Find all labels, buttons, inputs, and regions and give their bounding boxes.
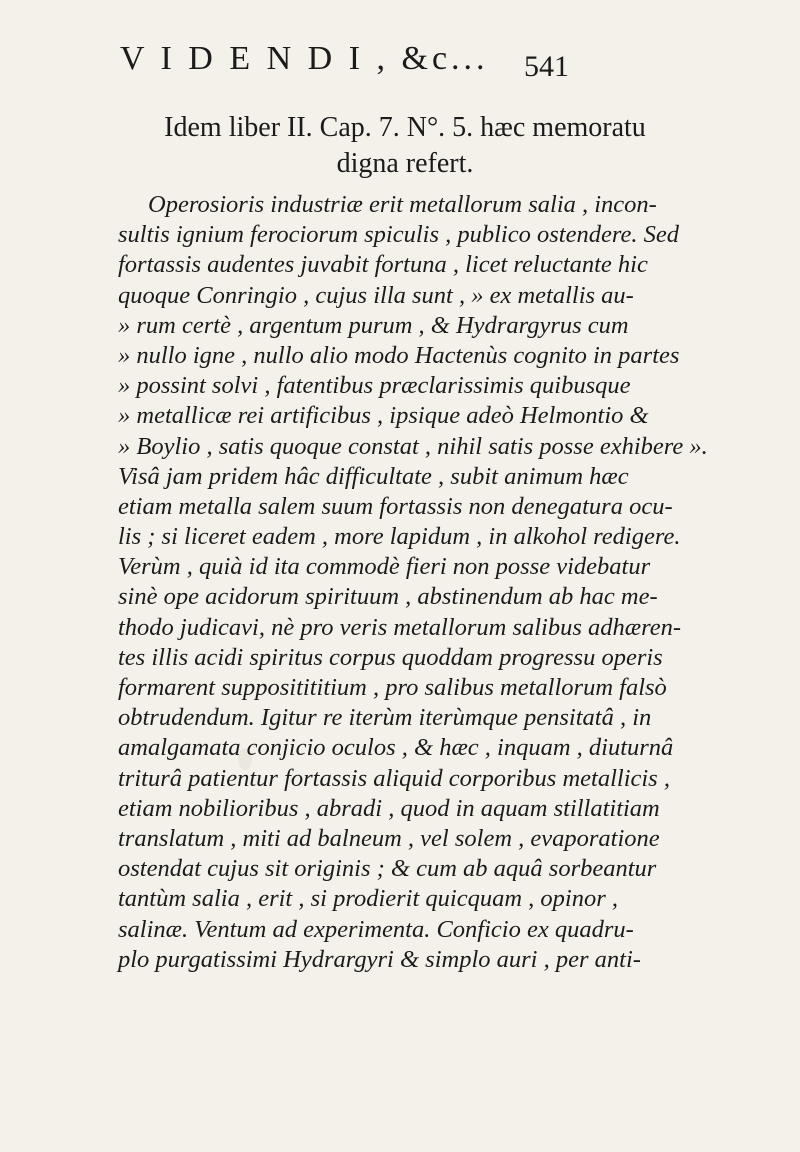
intro-paragraph: [70, 110, 740, 182]
text-line: triturâ patientur fortassis aliquid corporibus metallicis ,: [118, 764, 670, 792]
text-line: » possint solvi , fatentibus præclarissimis quibusque: [118, 372, 631, 400]
text-line: translatum , miti ad balneum , vel solem , evaporatione: [118, 824, 660, 852]
text-line: etiam nobilioribus , abradi , quod in aquam stillatitiam: [118, 794, 660, 822]
text-line: obtrudendum. Igitur re iterùm iterùmque pensitatâ , in: [118, 704, 652, 732]
text-line: sultis ignium ferociorum spiculis , publico ostendere. Sed: [118, 221, 679, 249]
text-line: Visâ jam pridem hâc difficultate , subit animum hæc: [118, 462, 629, 490]
text-line: thodo judicavi, nè pro veris metallorum salibus adhæren-: [118, 613, 681, 641]
text-line: lis ; si liceret eadem , more lapidum , in alkohol redigere.: [118, 523, 681, 551]
text-line: amalgamata conjicio oculos , & hæc , inquam , diuturnâ: [118, 734, 674, 762]
text-line: tantùm salia , erit , si prodierit quicquam , opinor ,: [118, 885, 618, 913]
text-line: salinæ. Ventum ad experimenta. Conficio ex quadru-: [118, 915, 634, 943]
text-line: plo purgatissimi Hydrargyri & simplo auri , per anti-: [118, 945, 641, 973]
text-line: tes illis acidi spiritus corpus quoddam progressu operis: [118, 643, 663, 671]
body-text: [118, 190, 758, 975]
text-line: » Boylio , satis quoque constat , nihil satis posse exhibere ».: [118, 432, 708, 460]
text-line: fortassis audentes juvabit fortuna , licet reluctante hic: [118, 251, 648, 279]
text-line: sinè ope acidorum spirituum , abstinendum ab hac me-: [118, 583, 658, 611]
page-number: 541: [524, 50, 569, 83]
text-line: Verùm , quià id ita commodè fieri non posse videbatur: [118, 553, 651, 581]
text-line: » metallicæ rei artificibus , ipsique adeò Helmontio &: [118, 402, 649, 430]
text-line: quoque Conringio , cujus illa sunt , » ex metallis au-: [118, 281, 634, 309]
running-head: [120, 40, 720, 90]
text-line: » rum certè , argentum purum , & Hydrargyrus cum: [118, 311, 629, 339]
text-line: » nullo igne , nullo alio modo Hactenùs cognito in partes: [118, 341, 680, 369]
text-line: Operosioris industriæ erit metallorum salia , incon-: [148, 191, 657, 218]
text-line: formarent suppositititium , pro salibus metallorum falsò: [118, 674, 667, 701]
intro-line-2: digna refert.: [336, 148, 474, 179]
running-title: V I D E N D I , &c...: [120, 40, 489, 77]
text-line: etiam metalla salem suum fortassis non denegatura ocu-: [118, 492, 673, 520]
intro-line-1: Idem liber II. Cap. 7. N°. 5. hæc memoratu: [164, 112, 646, 143]
text-line: ostendat cujus sit originis ; & cum ab aquâ sorbeantur: [118, 855, 657, 883]
